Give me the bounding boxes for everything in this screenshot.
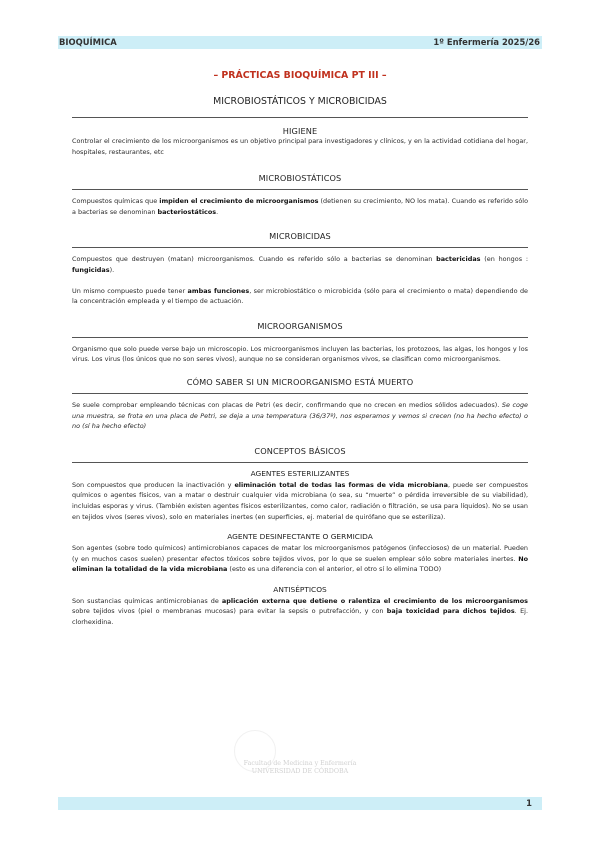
header-subject: BIOQUÍMICA [59,37,117,47]
university-watermark: Facultad de Medicina y Enfermería UNIVERSIDAD DE CÓRDOBA [240,760,360,776]
paragraph-microbicidas-1: Compuestos que destruyen (matan) microorganismos. Cuando es referido sólo a bacterias se denominan bactericidas (en hongos : fungicidas). [72,255,528,274]
section-title-microorganismo-muerto: CÓMO SABER SI UN MICROORGANISMO ESTÁ MUERTO [186,376,414,387]
paragraph-esterilizantes: Son compuestos que producen la inactivación y eliminación total de todas las formas de vida microbiana, puede ser compuestos químicos o agentes físicos, van a matar o destruir cualquier vida microbiana (o sea, su “muerte” o pérdida irreversible de su viabilidad), incluidas esporas y virus. (También existen agentes físicos esterilizantes, como calor, radiación o filtración, se usa para líquidos). No se usan en tejidos vivos (seres vivos), solo en materiales inertes (en superficies, ej. material de quirófano que se esteriliza). [72,480,528,521]
divider [72,393,528,394]
paragraph-higiene: Controlar el crecimiento de los microorganismos es un objetivo principal para investigadores y clínicos, y en la actividad cotidiana del hogar, hospitales, restaurantes, etc [72,137,528,156]
subsection-title-esterilizantes: AGENTES ESTERILIZANTES [250,468,350,478]
subsection-title-desinfectante: AGENTE DESINFECTANTE O GERMICIDA [227,532,373,542]
paragraph-antisepticos: Son sustancias químicas antimicrobianas de aplicación externa que detiene o ralentiza el crecimiento de los microorganismos sobre tejidos vivos (piel o membranas mucosas) para evitar la sepsis o putrefacción, y con baja toxicidad para dichos tejidos. Ej. clorhexidina. [72,596,528,627]
seal-icon [234,730,276,772]
divider [72,337,528,338]
section-title-conceptos-basicos: CONCEPTOS BÁSICOS [254,445,346,456]
section-title-higiene: HIGIENE [282,126,318,136]
section-title-microorganismos: MICROORGANISMOS [257,320,343,331]
paragraph-desinfectante: Son agentes (sobre todo químicos) antimicrobianos capaces de matar los microorganismos patógenos (infecciosos) de un material. Pueden (y en muchos casos suelen) presentar efectos tóxicos sobre tejidos vivos, por lo que se suelen emplear sólo sobre materiales inertes. No eliminan la totalidad de la vida microbiana (esto es una diferencia con el anterior, el otro sí lo elimina TODO) [72,544,528,574]
document-subtitle: MICROBIOSTÁTICOS Y MICROBICIDAS [213,96,387,107]
divider [72,247,528,248]
header-course: 1º Enfermería 2025/26 [433,37,540,47]
divider [72,462,528,463]
divider [72,189,528,190]
page-number: 1 [526,798,532,808]
section-title-microbiostaticos: MICROBIOSTÁTICOS [258,173,342,184]
section-title-microbicidas: MICROBICIDAS [269,231,331,242]
paragraph-microbiostaticos: Compuestos químicas que impiden el crecimiento de microorganismos (detienen su crecimiento, NO los mata). Cuando es referido sólo a bacterias se denominan bacteriostáticos. [72,197,529,216]
paragraph-microorganismo-muerto: Se suele comprobar empleando técnicas con placas de Petri (es decir, confirmando que no crecen en medios sólidos adecuados). Se coge una muestra, se frota en una placa de Petri, se deja a una temperatura (36/37º), nos esperamos y vemos si crecen (no ha hecho efecto) o no (sí ha hecho efecto) [72,400,528,431]
subsection-title-antisepticos: ANTISÉPTICOS [273,584,327,594]
paragraph-microbicidas-2: Un mismo compuesto puede tener ambas funciones, ser microbiostático o microbicida (sólo para el crecimiento o mata) dependiendo de la concentración empleada y el tiempo de actuación. [72,286,529,306]
divider [72,117,528,118]
paragraph-microorganismos: Organismo que solo puede verse bajo un microscopio. Los microorganismos incluyen las bacterias, los protozoos, las algas, los hongos y los virus. Los virus (los únicos que no son seres vivos), aunque no se consideran organismos vivos, se clasifican como microorganismos. [72,344,528,364]
document-body [72,70,528,628]
document-title: – PRÁCTICAS BIOQUÍMICA PT III – [213,70,387,81]
footer-bar [58,797,542,810]
